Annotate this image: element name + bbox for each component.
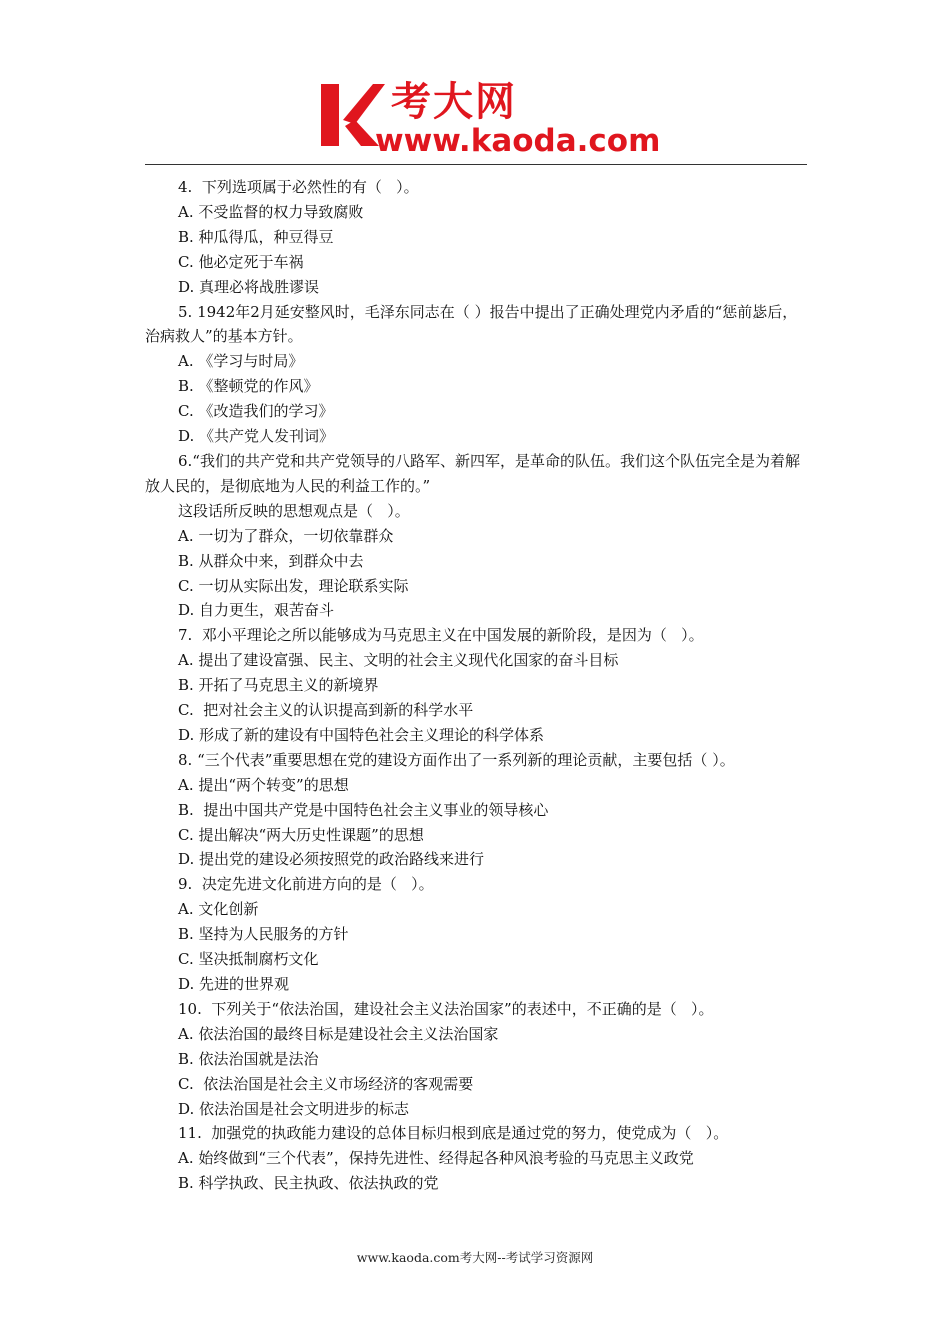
document-line: D. 自力更生，艰苦奋斗 xyxy=(178,601,335,620)
document-line: B. 坚持为人民服务的方针 xyxy=(178,925,349,944)
document-line: 这段话所反映的思想观点是（ ）。 xyxy=(178,501,410,520)
document-line: 11. 加强党的执政能力建设的总体目标归根到底是通过党的努力，使党成为（ ）。 xyxy=(178,1124,729,1143)
document-line: B. 依法治国就是法治 xyxy=(178,1049,319,1068)
document-line: C. 《改造我们的学习》 xyxy=(178,402,334,421)
logo-url-text: www.kaoda.com xyxy=(375,123,661,159)
document-line: 8. “三个代表”重要思想在党的建设方面作出了一系列新的理论贡献，主要包括（ ）。 xyxy=(178,750,735,769)
document-line: A. 文化创新 xyxy=(178,900,259,919)
page-footer: www.kaoda.com考大网--考试学习资源网 xyxy=(356,1250,594,1265)
document-line: A. 提出了建设富强、民主、文明的社会主义现代化国家的奋斗目标 xyxy=(178,651,619,670)
document-line: D. 先进的世界观 xyxy=(178,975,290,993)
document-line: B. 科学执政、民主执政、依法执政的党 xyxy=(178,1174,439,1193)
document-line: B. 开拓了马克思主义的新境界 xyxy=(178,676,379,695)
document-line: C. 一切从实际出发，理论联系实际 xyxy=(178,576,409,595)
document-line: B. 提出中国共产党是中国特色社会主义事业的领导核心 xyxy=(178,800,549,819)
document-line: C. 依法治国是社会主义市场经济的客观需要 xyxy=(178,1074,474,1093)
document-line: A. 依法治国的最终目标是建设社会主义法治国家 xyxy=(178,1024,499,1043)
document-line: C. 把对社会主义的认识提高到新的科学水平 xyxy=(178,701,474,720)
document-line: 5. 1942年2月延安整风时，毛泽东同志在（ ）报告中提出了正确处理党内矛盾的“惩前毖后，治病救人”的基本方针。 xyxy=(145,302,798,346)
document-line: B. 种瓜得瓜，种豆得豆 xyxy=(178,227,334,246)
document-line: D. 真理必将战胜谬误 xyxy=(178,277,320,296)
document-body xyxy=(145,175,807,1196)
document-line: A. 提出“两个转变”的思想 xyxy=(178,775,349,794)
document-line: D. 提出党的建设必须按照党的政治路线来进行 xyxy=(178,850,485,869)
document-line: 7. 邓小平理论之所以能够成为马克思主义在中国发展的新阶段，是因为（ ）。 xyxy=(178,626,704,645)
document-line: 4. 下列选项属于必然性的有（ ）。 xyxy=(178,178,419,196)
document-line: B. 从群众中来，到群众中去 xyxy=(178,551,364,570)
document-line: 10. 下列关于“依法治国，建设社会主义法治国家”的表述中，不正确的是（ ）。 xyxy=(178,999,714,1018)
header-divider xyxy=(145,164,807,165)
document-line: A. 不受监督的权力导致腐败 xyxy=(178,202,364,221)
document-line: A. 《学习与时局》 xyxy=(178,352,304,371)
document-line: A. 一切为了群众，一切依靠群众 xyxy=(178,526,394,545)
document-line: D. 形成了新的建设有中国特色社会主义理论的科学体系 xyxy=(178,725,545,744)
document-line: 6.“我们的共产党和共产党领导的八路军、新四军，是革命的队伍。我们这个队伍完全是为着解放人民的，是彻底地为人民的利益工作的。” xyxy=(145,451,800,495)
logo-chinese-text: 考大网 xyxy=(391,79,517,125)
document-line: D. 依法治国是社会文明进步的标志 xyxy=(178,1099,410,1118)
document-line: B. 《整顿党的作风》 xyxy=(178,377,319,396)
document-line: C. 他必定死于车祸 xyxy=(178,252,304,271)
document-line: A. 始终做到“三个代表”，保持先进性、经得起各种风浪考验的马克思主义政党 xyxy=(178,1149,694,1168)
document-line: C. 提出解决“两大历史性课题”的思想 xyxy=(178,825,424,844)
page-header xyxy=(145,76,807,166)
document-line: D. 《共产党人发刊词》 xyxy=(178,427,335,446)
document-line: C. 坚决抵制腐朽文化 xyxy=(178,950,319,969)
document-line: 9. 决定先进文化前进方向的是（ ）。 xyxy=(178,875,434,894)
